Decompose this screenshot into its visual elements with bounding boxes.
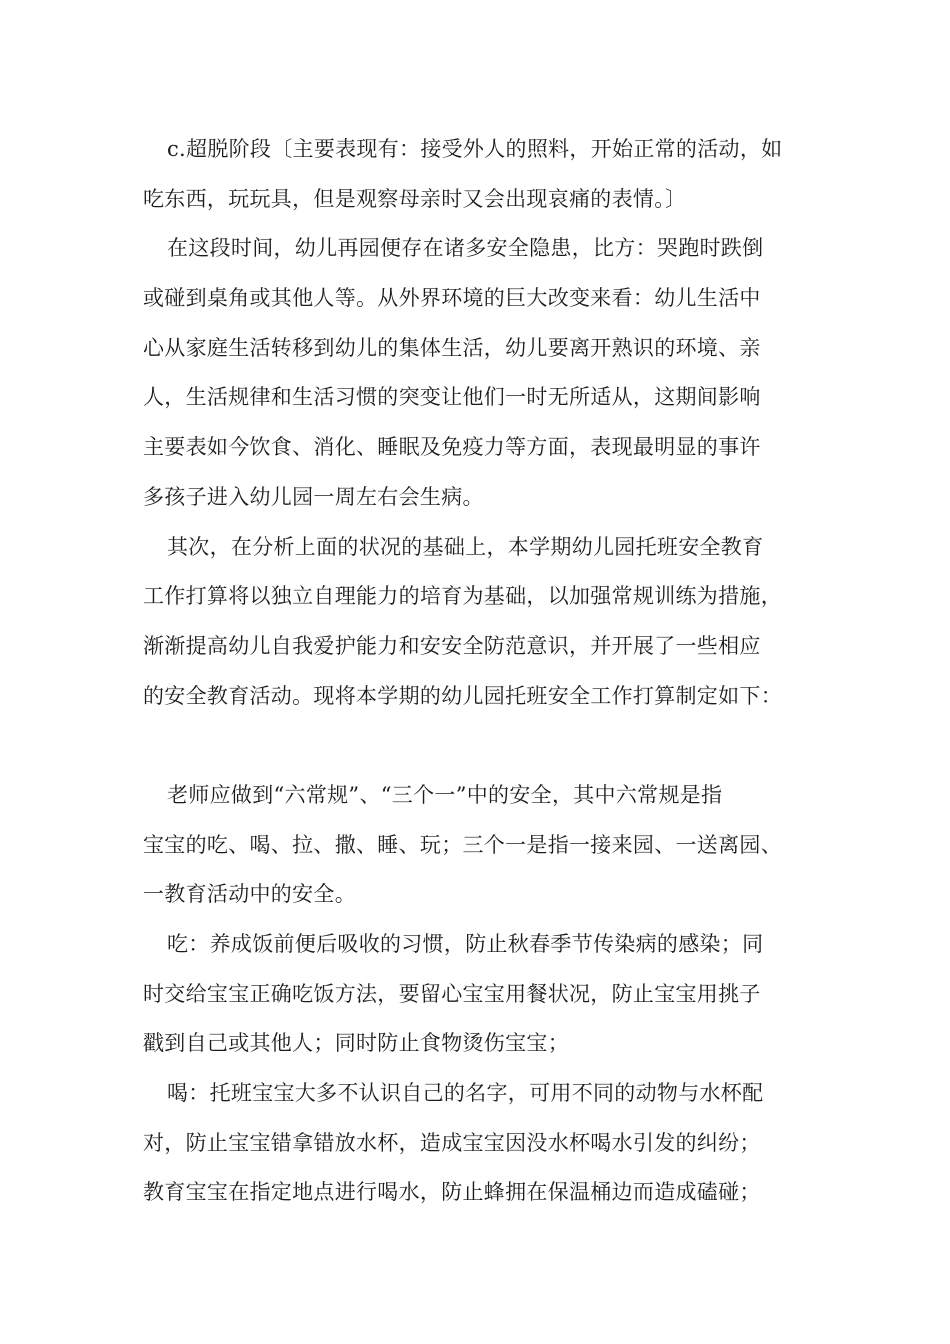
text-line: 对，防止宝宝错拿错放水杯，造成宝宝因没水杯喝水引发的纠纷； [143, 1130, 761, 1155]
paragraph-gap [143, 721, 815, 771]
text-line: 主要表如今饮食、消化、睡眠及免疫力等方面，表现最明显的事许 [143, 435, 761, 460]
text-line: 时交给宝宝正确吃饭方法，要留心宝宝用餐状况，防止宝宝用挑子 [143, 981, 761, 1006]
text-line: 在这段时间，幼儿再园便存在诸多安全隐患，比方：哭跑时跌倒 [167, 236, 764, 261]
text-line: 人，生活规律和生活习惯的突变让他们一时无所适从，这期间影响 [143, 385, 761, 410]
text-line: 心从家庭生活转移到幼儿的集体生活，幼儿要离开熟识的环境、亲 [143, 335, 761, 360]
text-line: 喝：托班宝宝大多不认识自己的名字，可用不同的动物与水杯配 [167, 1081, 764, 1106]
text-line: 教育宝宝在指定地点进行喝水，防止蜂拥在保温桶边而造成磕碰； [143, 1180, 761, 1205]
text-line: 多孩子进入幼儿园一周左右会生病。 [143, 484, 484, 509]
text-line: 渐渐提高幼儿自我爱护能力和安安全防范意识，并开展了一些相应 [143, 633, 761, 658]
text-line: 戳到自己或其他人；同时防止食物烫伤宝宝； [143, 1031, 569, 1056]
text-line: 一教育活动中的安全。 [143, 882, 356, 907]
text-line: 吃：养成饭前便后吸收的习惯，防止秋春季节传染病的感染；同 [167, 932, 764, 956]
text-line: 工作打算将以独立自理能力的培育为基础，以加强常规训练为措施， [143, 584, 782, 609]
document-body [143, 125, 815, 1218]
text-line: 其次，在分析上面的状况的基础上，本学期幼儿园托班安全教育 [167, 534, 764, 559]
text-line: 吃东西，玩玩具，但是观察母亲时又会出现哀痛的表情。〕 [143, 186, 687, 211]
text-line: 老师应做到“六常规”、“三个一”中的安全，其中六常规是指 [167, 782, 723, 807]
text-line: c.超脱阶段〔主要表现有：接受外人的照料，开始正常的活动，如 [167, 137, 783, 161]
text-line: 的安全教育活动。现将本学期的幼儿园托班安全工作打算制定如下： [143, 683, 782, 708]
text-line: 宝宝的吃、喝、拉、撒、睡、玩；三个一是指一接来园、一送离园、 [143, 832, 782, 857]
text-line: 或碰到桌角或其他人等。从外界环境的巨大改变来看：幼儿生活中 [143, 286, 761, 311]
